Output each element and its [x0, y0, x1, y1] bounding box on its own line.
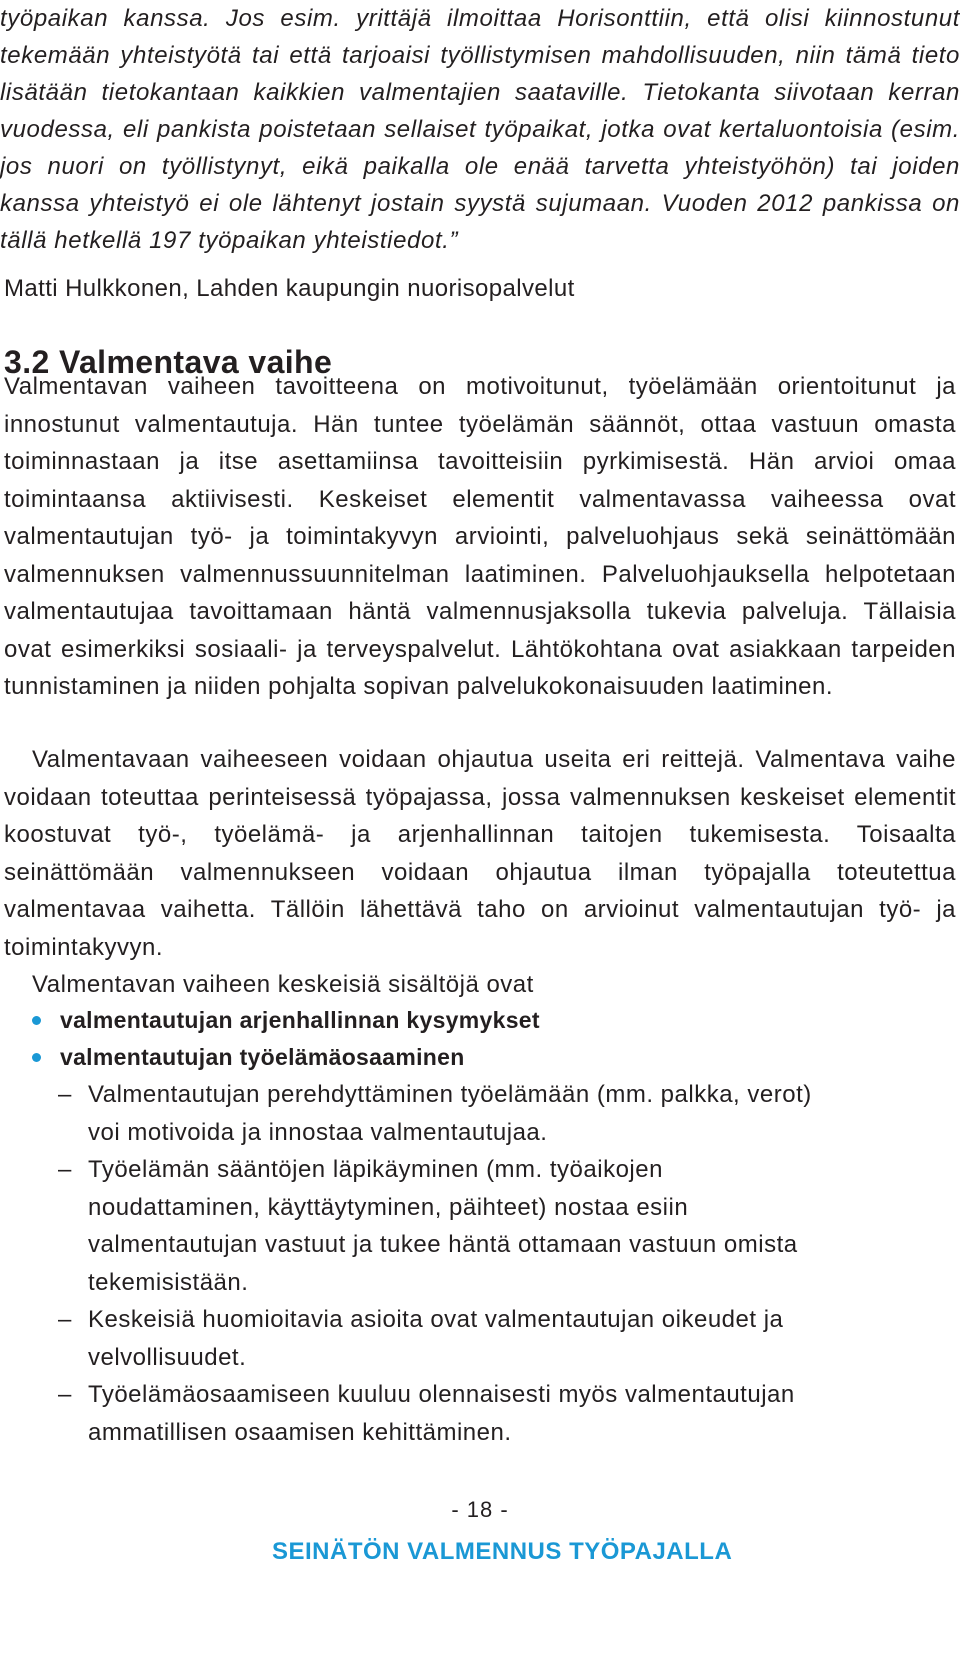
dash-marker: – — [58, 1381, 72, 1408]
dash-marker: – — [58, 1081, 72, 1108]
section-heading: 3.2 Valmentava vaihe — [4, 344, 333, 380]
quote-text: työpaikan kanssa. Jos esim. yrittäjä ilmoittaa Horisonttiin, että olisi kiinnostunut tekemään yhteistyötä tai että tarjoaisi työllistymisen mahdollisuuden, niin tämä tieto lisätään tietokantaan kaikkien valmentajien saataville. Tietokanta siivotaan kerran vuodessa, eli pankista poistetaan sellaiset työpaikat, jotka ovat kertaluontoisia (esim. jos nuori on työllistynyt, eikä paikalla ole enää tarvetta yhteistyöhön) tai joiden kanssa yhteistyö ei ole lähtenyt jostain syystä sujumaan. Vuoden 2012 pankissa on tällä hetkellä 197 työpaikan yhteistiedot.” — [0, 5, 960, 254]
paragraph-1 — [4, 368, 956, 706]
page-number: - 18 - — [451, 1497, 509, 1522]
sub-item-text: Keskeisiä huomioitavia asioita ovat valmentautujan oikeudet ja velvollisuudet. — [88, 1306, 784, 1371]
dash-marker: – — [58, 1306, 72, 1333]
bullet-item — [32, 1002, 540, 1039]
footer-title: SEINÄTÖN VALMENNUS TYÖPAJALLA — [272, 1538, 733, 1565]
sub-item-text: Työelämäosaamiseen kuuluu olennaisesti myös valmentautujan ammatillisen osaamisen kehittäminen. — [88, 1381, 795, 1446]
sub-item — [56, 1376, 816, 1451]
quote-author: Matti Hulkkonen, Lahden kaupungin nuorisopalvelut — [4, 275, 575, 302]
paragraph-1-text: Valmentavan vaiheen tavoitteena on motivoitunut, työelämään orientoitunut ja innostunut valmentautuja. Hän tuntee työelämän säännöt, ottaa vastuun omasta toiminnastaan ja itse asettamiinsa tavoitteisiin pyrkimisestä. Hän arvioi omaa toimintaansa aktiivisesti. Keskeiset elementit valmentavassa vaiheessa ovat valmentautujan työ- ja toimintakyvyn arviointi, palveluohjaus sekä seinättömään valmennuksen valmennussuunnitelman laatiminen. Palveluohjauksella helpotetaan valmentautujaa tavoittamaan häntä valmennusjaksolla tukevia palveluja. Tällaisia ovat esimerkiksi sosiaali- ja terveyspalvelut. Lähtökohtana ovat asiakkaan tarpeiden tunnistaminen ja niiden pohjalta sopivan palvelukokonaisuuden laatiminen. — [4, 373, 956, 700]
dash-marker: – — [58, 1156, 72, 1183]
sub-item — [56, 1301, 816, 1376]
paragraph-2 — [4, 741, 956, 966]
sub-item — [56, 1151, 816, 1301]
paragraph-2-text: Valmentavaan vaiheeseen voidaan ohjautua useita eri reittejä. Valmentava vaihe voidaan toteuttaa perinteisessä työpajassa, jossa valmennuksen keskeiset elementit koostuvat työ-, työelämä- ja arjenhallinnan taitojen tukemisesta. Toisaalta seinättömään valmennukseen voidaan ohjautua ilman työpajalla toteutettua valmentavaa vaihetta. Tällöin lähettävä taho on arvioinut valmentautujan työ- ja toimintakyvyn. — [4, 746, 956, 961]
list-intro: Valmentavan vaiheen keskeisiä sisältöjä ovat — [32, 971, 534, 998]
bullet-dot-icon — [32, 1053, 41, 1062]
bullet-dot-icon — [32, 1016, 41, 1025]
sub-item — [56, 1076, 816, 1151]
bullet-list — [32, 1002, 540, 1076]
sub-item-list — [56, 1076, 816, 1451]
bullet-item — [32, 1039, 540, 1076]
sub-item-text: Valmentautujan perehdyttäminen työelämään (mm. palkka, verot) voi motivoida ja innostaa valmentautujaa. — [88, 1081, 812, 1146]
bullet-item-text: valmentautujan arjenhallinnan kysymykset — [60, 1007, 540, 1033]
quote-block — [0, 0, 960, 259]
sub-item-text: Työelämän sääntöjen läpikäyminen (mm. työaikojen noudattaminen, käyttäytyminen, päihteet) nostaa esiin valmentautujan vastuut ja tukee häntä ottamaan vastuun omista tekemisistään. — [88, 1156, 798, 1296]
bullet-item-text: valmentautujan työelämäosaaminen — [60, 1044, 465, 1070]
